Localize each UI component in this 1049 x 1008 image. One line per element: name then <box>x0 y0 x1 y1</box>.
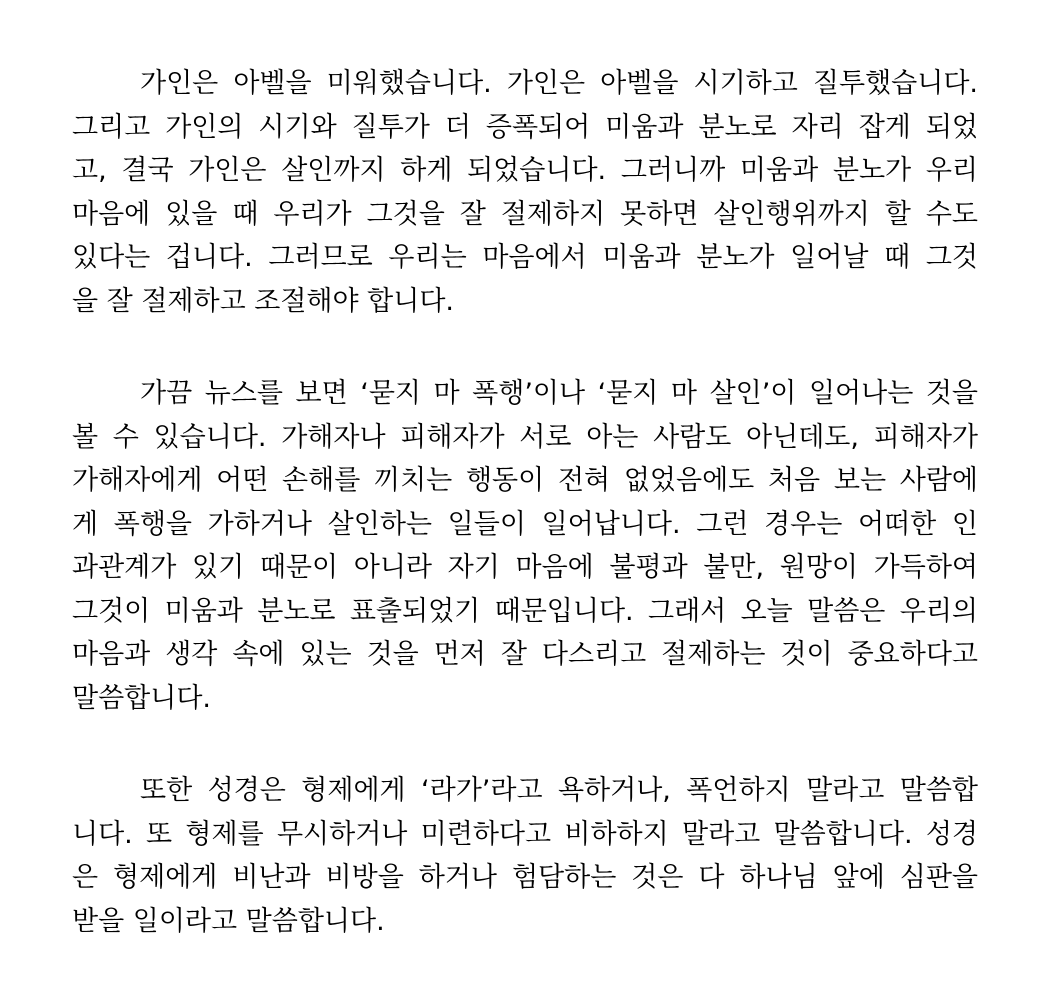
text-line: 볼 수 있습니다. 가해자나 피해자가 서로 아는 사람도 아닌데도, 피해자가 <box>72 421 978 453</box>
paragraph-2 <box>72 372 978 720</box>
text-line: 마음에 있을 때 우리가 그것을 잘 절제하지 못하면 살인행위까지 할 수도 <box>72 198 978 230</box>
text-line: 마음과 생각 속에 있는 것을 먼저 잘 다스리고 절제하는 것이 중요하다고 <box>72 639 978 670</box>
document-body <box>72 62 978 943</box>
paragraph-3 <box>72 769 978 943</box>
text-line: 니다. 또 형제를 무시하거나 미련하다고 비하하지 말라고 말씀합니다. 성경 <box>72 818 978 850</box>
text-line: 또한 성경은 형제에게 ‘라가’라고 욕하거나, 폭언하지 말라고 말씀합 <box>140 775 978 806</box>
text-line: 말씀합니다. <box>72 682 211 714</box>
text-line: 가끔 뉴스를 보면 ‘묻지 마 폭행’이나 ‘묻지 마 살인’이 일어나는 것을 <box>140 378 978 409</box>
paragraph-gap <box>72 720 978 769</box>
text-line: 그것이 미움과 분노로 표출되었기 때문입니다. 그래서 오늘 말씀은 우리의 <box>72 595 978 627</box>
text-line: 가인은 아벨을 미워했습니다. 가인은 아벨을 시기하고 질투했습니다. <box>140 68 978 99</box>
text-line: 받을 일이라고 말씀합니다. <box>72 905 385 937</box>
text-line: 있다는 겁니다. 그러므로 우리는 마음에서 미움과 분노가 일어날 때 그것 <box>72 242 978 273</box>
text-line: 고, 결국 가인은 살인까지 하게 되었습니다. 그러니까 미움과 분노가 우리 <box>72 155 978 186</box>
text-line: 을 잘 절제하고 조절해야 합니다. <box>72 285 454 317</box>
text-line: 은 형제에게 비난과 비방을 하거나 험담하는 것은 다 하나님 앞에 심판을 <box>72 862 978 893</box>
paragraph-1 <box>72 62 978 323</box>
text-line: 그리고 가인의 시기와 질투가 더 증폭되어 미움과 분노로 자리 잡게 되었 <box>72 111 978 143</box>
paragraph-gap <box>72 323 978 372</box>
text-line: 게 폭행을 가하거나 살인하는 일들이 일어납니다. 그런 경우는 어떠한 인 <box>72 508 978 540</box>
text-line: 가해자에게 어떤 손해를 끼치는 행동이 전혀 없었음에도 처음 보는 사람에 <box>72 465 978 496</box>
text-line: 과관계가 있기 때문이 아니라 자기 마음에 불평과 불만, 원망이 가득하여 <box>72 552 978 583</box>
